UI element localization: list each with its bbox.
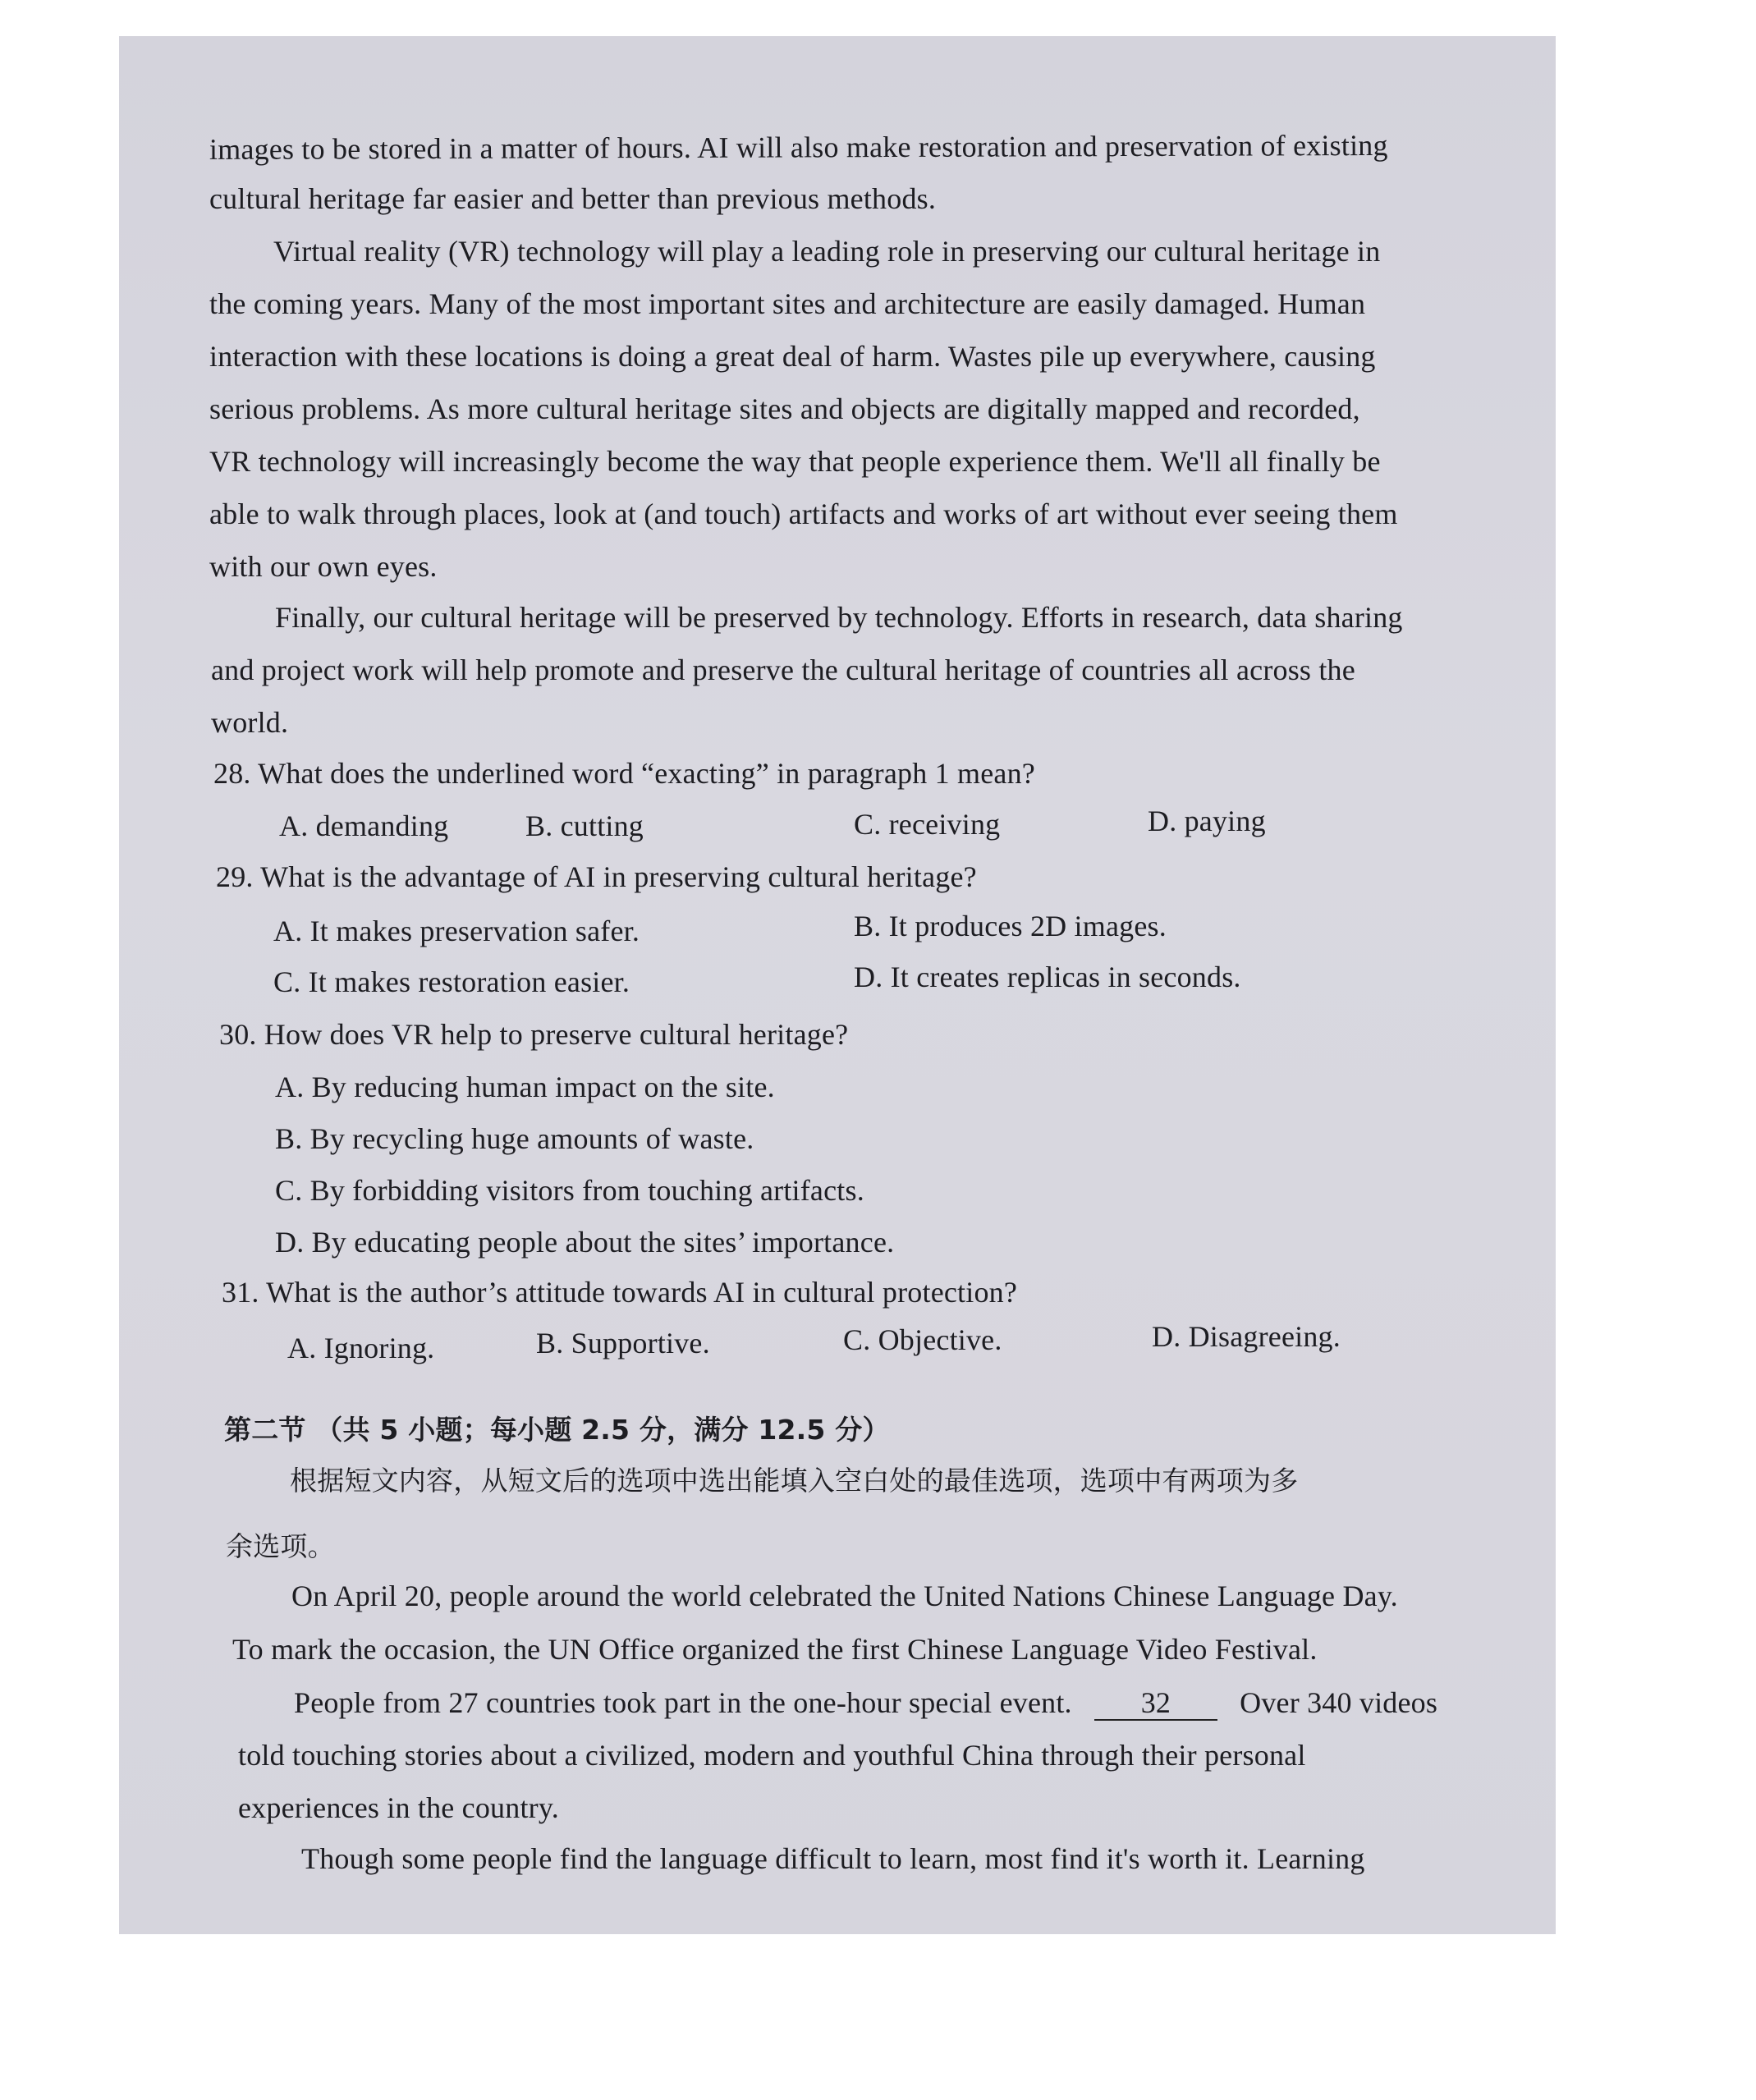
option[interactable]: C. It makes restoration easier. (273, 965, 630, 998)
passage-line (294, 1686, 1437, 1721)
passage-line: with our own eyes. (209, 550, 438, 583)
option[interactable]: D. By educating people about the sites’ importance. (275, 1226, 895, 1259)
exam-page (119, 36, 1556, 1934)
instruction-line: 根据短文内容，从短文后的选项中选出能填入空白处的最佳选项，选项中有两项为多 (290, 1465, 1299, 1497)
passage-line: serious problems. As more cultural heritage sites and objects are digitally mapped and recorded, (209, 392, 1360, 425)
passage-line: Finally, our cultural heritage will be preserved by technology. Efforts in research, data sharing (275, 601, 1403, 634)
question-stem: 31. What is the author’s attitude towards AI in cultural protection? (222, 1276, 1018, 1309)
passage-line: able to walk through places, look at (and touch) artifacts and works of art without ever seeing them (209, 497, 1398, 530)
passage-line: the coming years. Many of the most important sites and architecture are easily damaged. Human (209, 287, 1366, 320)
passage-line: To mark the occasion, the UN Office organized the first Chinese Language Video Festival. (232, 1633, 1318, 1666)
passage-text: Over 340 videos (1240, 1686, 1438, 1719)
option[interactable]: A. demanding (279, 809, 449, 842)
passage-text: People from 27 countries took part in the one-hour special event. (294, 1686, 1072, 1719)
option[interactable]: C. By forbidding visitors from touching artifacts. (275, 1174, 864, 1207)
question-stem: 28. What does the underlined word “exacting” in paragraph 1 mean? (213, 757, 1035, 790)
option[interactable]: D. Disagreeing. (1152, 1320, 1341, 1353)
option[interactable]: B. By recycling huge amounts of waste. (275, 1122, 754, 1155)
option[interactable]: D. It creates replicas in seconds. (854, 961, 1241, 993)
question-stem: 29. What is the advantage of AI in preserving cultural heritage? (216, 860, 977, 893)
option[interactable]: C. Objective. (843, 1323, 1002, 1356)
passage-line: cultural heritage far easier and better than previous methods. (209, 182, 937, 215)
passage-line: images to be stored in a matter of hours. AI will also make restoration and preservation of existing (209, 128, 1388, 166)
option[interactable]: A. It makes preservation safer. (273, 915, 640, 947)
passage-line: Though some people find the language difficult to learn, most find it's worth it. Learning (301, 1842, 1365, 1875)
option[interactable]: D. paying (1148, 805, 1266, 837)
option[interactable]: B. It produces 2D images. (854, 910, 1167, 942)
instruction-line: 余选项。 (226, 1530, 335, 1562)
passage-line: VR technology will increasingly become the way that people experience them. We'll all finally be (209, 445, 1381, 478)
question-stem: 30. How does VR help to preserve cultural heritage? (219, 1018, 849, 1051)
passage-line: world. (211, 706, 289, 739)
answer-blank[interactable]: 32 (1094, 1686, 1217, 1721)
section-heading: 第二节 （共 5 小题；每小题 2.5 分，满分 12.5 分） (224, 1414, 890, 1446)
option[interactable]: B. Supportive. (536, 1327, 710, 1359)
option[interactable]: A. By reducing human impact on the site. (275, 1071, 775, 1103)
passage-line: told touching stories about a civilized, modern and youthful China through their personal (238, 1739, 1306, 1772)
passage-line: On April 20, people around the world celebrated the United Nations Chinese Language Day. (291, 1580, 1398, 1612)
passage-line: Virtual reality (VR) technology will play a leading role in preserving our cultural heritage in (273, 235, 1381, 268)
option[interactable]: C. receiving (854, 808, 1001, 841)
option[interactable]: A. Ignoring. (287, 1332, 435, 1364)
option[interactable]: B. cutting (525, 809, 644, 842)
passage-line: and project work will help promote and preserve the cultural heritage of countries all across the (211, 653, 1355, 686)
passage-line: experiences in the country. (238, 1791, 559, 1824)
passage-line: interaction with these locations is doing a great deal of harm. Wastes pile up everywhere, causing (209, 340, 1376, 373)
